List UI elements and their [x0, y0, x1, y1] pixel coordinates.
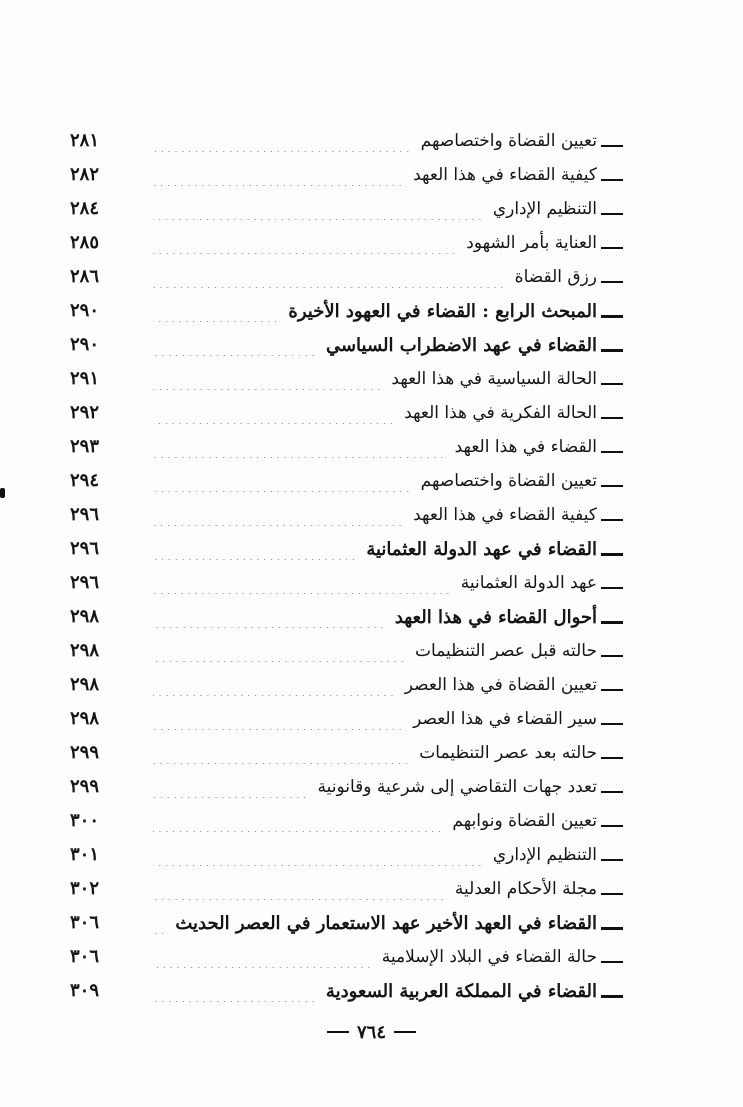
- dot-leader: [153, 478, 413, 492]
- toc-entry: [0, 397, 743, 429]
- entry-dash: [601, 791, 623, 793]
- entry-dash: [601, 553, 623, 556]
- toc-section-heading: [0, 295, 743, 327]
- entry-title: حالته بعد عصر التنظيمات: [419, 743, 597, 763]
- dot-leader: [153, 274, 507, 288]
- dot-leader: [153, 240, 458, 254]
- entry-dash: [601, 451, 623, 453]
- dot-leader: [153, 988, 318, 1002]
- entry-dash: [601, 757, 623, 759]
- entry-page: ٢٨٦: [70, 266, 100, 287]
- margin-mark: [0, 488, 5, 498]
- entry-page: ٢٩٤: [70, 470, 100, 491]
- entry-page: ٢٨٥: [70, 232, 100, 253]
- dot-leader: [153, 886, 447, 900]
- entry-page: ٢٨٤: [70, 198, 100, 219]
- entry-title: كيفية القضاء في هذا العهد: [413, 505, 597, 525]
- toc-entry: [0, 941, 743, 973]
- entry-title: سير القضاء في هذا العصر: [413, 709, 597, 729]
- entry-dash: [601, 621, 623, 624]
- entry-title: العناية بأمر الشهود: [466, 233, 597, 253]
- entry-title: رزق القضاة: [514, 267, 597, 287]
- dot-leader: [153, 512, 405, 526]
- toc-entry: [0, 227, 743, 259]
- toc-entry: [0, 669, 743, 701]
- page-footer: [0, 1022, 743, 1043]
- toc-section-heading: [0, 533, 743, 565]
- entry-dash: [601, 383, 623, 385]
- entry-title: تعيين القضاة ونوابهم: [452, 811, 597, 831]
- entry-dash: [601, 417, 623, 419]
- entry-title: القضاء في عهد الاضطراب السياسي: [325, 334, 597, 356]
- entry-title: المبحث الرابع : القضاء في العهود الأخيرة: [288, 300, 597, 322]
- entry-dash: [601, 519, 623, 521]
- dot-leader: [153, 410, 396, 424]
- footer-dash: [327, 1031, 349, 1033]
- entry-dash: [601, 655, 623, 657]
- entry-title: التنظيم الإداري: [492, 845, 597, 865]
- entry-dash: [601, 995, 623, 998]
- entry-page: ٢٩٨: [70, 606, 100, 627]
- entry-title: تعيين القضاة في هذا العصر: [404, 675, 597, 695]
- entry-page: ٢٩١: [70, 368, 100, 389]
- entry-title: الحالة السياسية في هذا العهد: [391, 369, 597, 389]
- dot-leader: [153, 444, 447, 458]
- entry-page: ٢٩٦: [70, 504, 100, 525]
- entry-page: ٢٩٠: [70, 334, 100, 355]
- dot-leader: [153, 580, 453, 594]
- entry-page: ٢٩٩: [70, 776, 100, 797]
- toc-entry: [0, 805, 743, 837]
- entry-page: ٢٩٢: [70, 402, 100, 423]
- entry-dash: [601, 723, 623, 725]
- entry-dash: [601, 349, 623, 352]
- toc-entry: [0, 873, 743, 905]
- dot-leader: [153, 750, 411, 764]
- toc-entry: [0, 159, 743, 191]
- entry-dash: [601, 179, 623, 181]
- dot-leader: [153, 920, 167, 934]
- entry-page: ٣٠٦: [70, 912, 100, 933]
- entry-dash: [601, 927, 623, 930]
- toc-entry: [0, 431, 743, 463]
- entry-dash: [601, 247, 623, 249]
- entry-title: القضاء في هذا العهد: [454, 437, 597, 457]
- dot-leader: [153, 648, 407, 662]
- entry-title: القضاء في العهد الأخير عهد الاستعمار في العصر الحديث: [175, 912, 597, 934]
- entry-dash: [601, 961, 623, 963]
- entry-dash: [601, 485, 623, 487]
- entry-dash: [601, 689, 623, 691]
- entry-page: ٣٠٦: [70, 946, 100, 967]
- entry-page: ٢٩٨: [70, 708, 100, 729]
- toc-entry: [0, 193, 743, 225]
- entry-title: حالة القضاء في البلاد الإسلامية: [381, 947, 597, 967]
- entry-page: ٣٠٩: [70, 980, 100, 1001]
- footer-dash: [394, 1031, 416, 1033]
- dot-leader: [153, 818, 444, 832]
- entry-dash: [601, 859, 623, 861]
- entry-dash: [601, 825, 623, 827]
- toc-entry: [0, 635, 743, 667]
- entry-title: تعدد جهات التقاضي إلى شرعية وقانونية: [317, 777, 597, 797]
- entry-title: القضاء في المملكة العربية السعودية: [325, 980, 597, 1002]
- toc-entry: [0, 567, 743, 599]
- dot-leader: [153, 614, 387, 628]
- entry-page: ٢٩٨: [70, 674, 100, 695]
- dot-leader: [153, 682, 397, 696]
- toc-entry: [0, 261, 743, 293]
- toc-entry: [0, 737, 743, 769]
- dot-leader: [153, 138, 413, 152]
- entry-title: حالته قبل عصر التنظيمات: [415, 641, 597, 661]
- entry-dash: [601, 145, 623, 147]
- dot-leader: [153, 852, 485, 866]
- entry-dash: [601, 281, 623, 283]
- toc-section-heading: [0, 601, 743, 633]
- entry-title: عهد الدولة العثمانية: [460, 573, 597, 593]
- entry-page: ٢٩٦: [70, 538, 100, 559]
- dot-leader: [153, 546, 358, 560]
- entry-page: ٢٨٢: [70, 164, 100, 185]
- entry-title: مجلة الأحكام العدلية: [454, 879, 597, 899]
- entry-page: ٢٩٦: [70, 572, 100, 593]
- entry-dash: [601, 213, 623, 215]
- entry-page: ٢٨١: [70, 130, 100, 151]
- toc-section-heading: [0, 329, 743, 361]
- entry-page: ٢٩٩: [70, 742, 100, 763]
- dot-leader: [153, 342, 318, 356]
- dot-leader: [153, 716, 405, 730]
- table-of-contents: [0, 125, 743, 1005]
- entry-dash: [601, 315, 623, 318]
- toc-entry: [0, 363, 743, 395]
- footer-page-number: ٧٦٤: [356, 1022, 386, 1043]
- toc-entry: [0, 125, 743, 157]
- dot-leader: [153, 376, 383, 390]
- dot-leader: [153, 308, 280, 322]
- dot-leader: [153, 172, 405, 186]
- entry-title: تعيين القضاة واختصاصهم: [420, 131, 597, 151]
- entry-page: ٣٠٢: [70, 878, 100, 899]
- dot-leader: [153, 206, 485, 220]
- entry-title: أحوال القضاء في هذا العهد: [394, 606, 597, 628]
- entry-page: ٢٩٨: [70, 640, 100, 661]
- entry-title: كيفية القضاء في هذا العهد: [413, 165, 597, 185]
- dot-leader: [153, 784, 310, 798]
- entry-dash: [601, 893, 623, 895]
- toc-section-heading: [0, 907, 743, 939]
- toc-entry: [0, 465, 743, 497]
- entry-page: ٢٩٣: [70, 436, 100, 457]
- entry-title: التنظيم الإداري: [492, 199, 597, 219]
- entry-dash: [601, 587, 623, 589]
- dot-leader: [153, 954, 374, 968]
- entry-page: ٣٠١: [70, 844, 100, 865]
- entry-page: ٢٩٠: [70, 300, 100, 321]
- entry-title: الحالة الفكرية في هذا العهد: [404, 403, 597, 423]
- toc-section-heading: [0, 975, 743, 1007]
- toc-entry: [0, 499, 743, 531]
- entry-title: تعيين القضاة واختصاصهم: [420, 471, 597, 491]
- toc-entry: [0, 703, 743, 735]
- entry-title: القضاء في عهد الدولة العثمانية: [366, 538, 597, 560]
- entry-page: ٣٠٠: [70, 810, 100, 831]
- toc-entry: [0, 839, 743, 871]
- toc-entry: [0, 771, 743, 803]
